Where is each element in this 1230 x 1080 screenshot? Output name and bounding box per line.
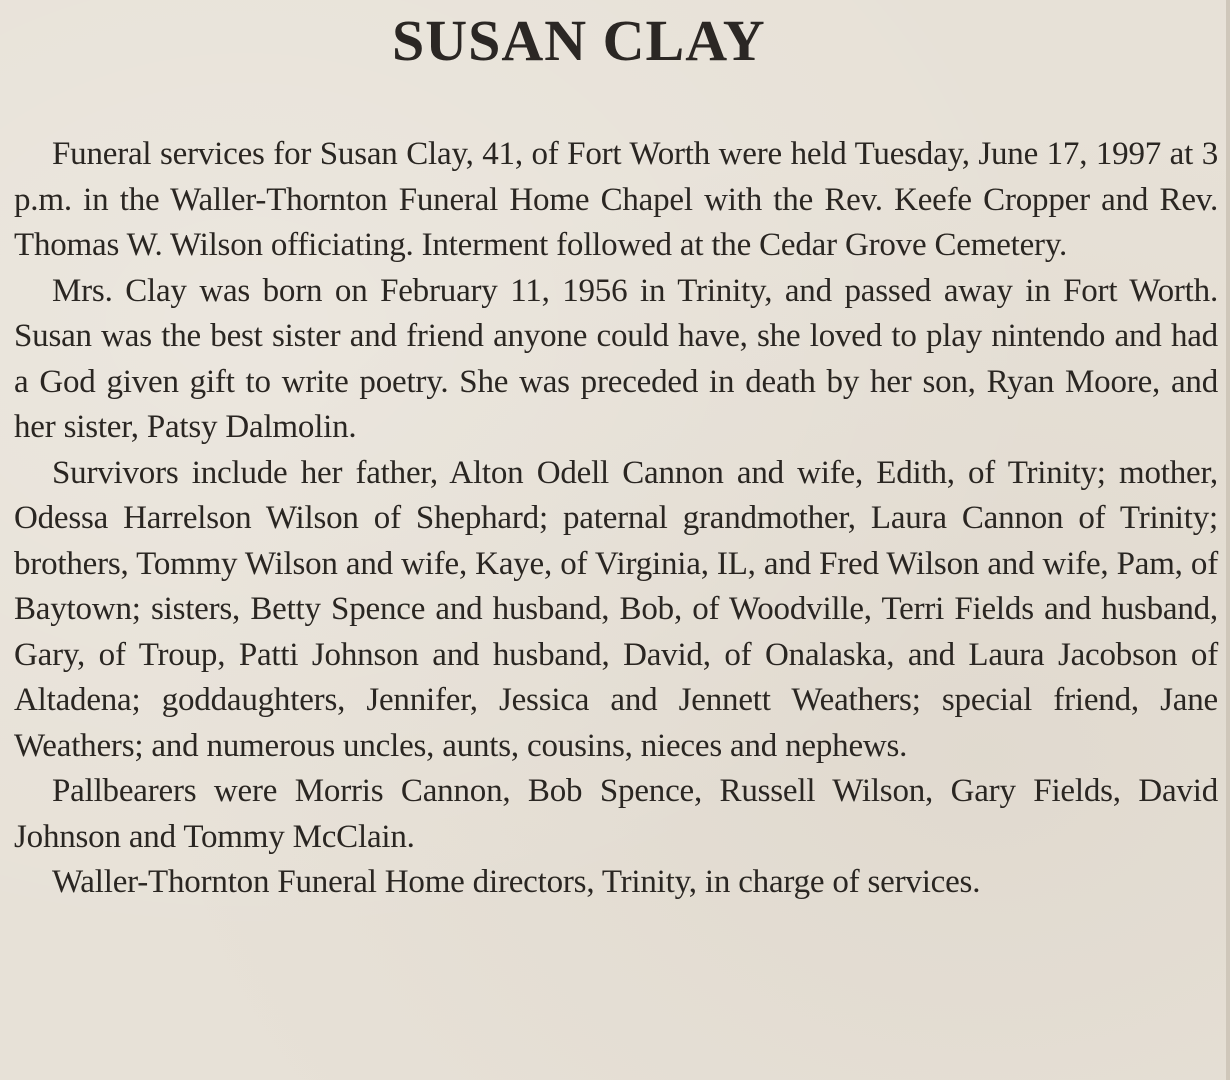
obituary-body (14, 132, 1218, 906)
paragraph-pallbearers: Pallbearers were Morris Cannon, Bob Spence, Russell Wilson, Gary Fields, David Johnson and Tommy McClain. (14, 773, 1218, 855)
paragraph-biography: Mrs. Clay was born on February 11, 1956 in Trinity, and passed away in Fort Worth. Susan was the best sister and friend anyone could have, she loved to play nintendo and had a God given gift to write poetry. She was preceded in death by her son, Ryan Moore, and her sister, Patsy Dalmolin. (14, 272, 1218, 445)
obituary-headline: SUSAN CLAY (392, 8, 766, 73)
paragraph-funeral-services: Funeral services for Susan Clay, 41, of Fort Worth were held Tuesday, June 17, 1997 at 3 p.m. in the Waller-Thornton Funeral Home Chapel with the Rev. Keefe Cropper and Rev. Thomas W. Wilson officiating. Interment followed at the Cedar Grove Cemetery. (14, 136, 1218, 263)
paragraph-directors: Waller-Thornton Funeral Home directors, Trinity, in charge of services. (52, 864, 981, 900)
paragraph-survivors: Survivors include her father, Alton Odell Cannon and wife, Edith, of Trinity; mother, Odessa Harrelson Wilson of Shephard; paternal grandmother, Laura Cannon of Trinity; brothers, Tommy Wilson and wife, Kaye, of Virginia, IL, and Fred Wilson and wife, Pam, of Baytown; sisters, Betty Spence and husband, Bob, of Woodville, Terri Fields and husband, Gary, of Troup, Patti Johnson and husband, David, of Onalaska, and Laura Jacobson of Altadena; goddaughters, Jennifer, Jessica and Jennett Weathers; special friend, Jane Weathers; and numerous uncles, aunts, cousins, nieces and nephews. (14, 454, 1218, 764)
